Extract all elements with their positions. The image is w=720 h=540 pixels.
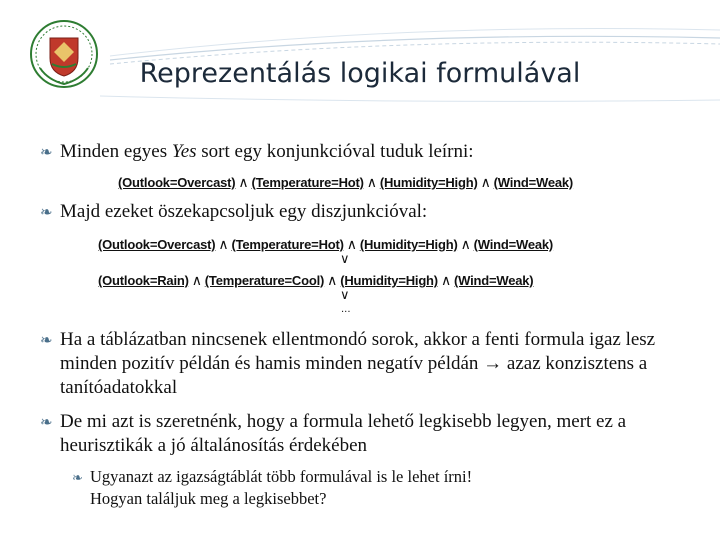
formula-term: (Temperature=Hot) <box>251 175 364 190</box>
bullet-arrow-icon: ❧ <box>40 415 53 431</box>
and-symbol: ∧ <box>346 236 357 252</box>
and-symbol: ∧ <box>480 174 491 190</box>
and-symbol: ∧ <box>218 236 229 252</box>
bullet-yes-conjunction <box>40 140 700 164</box>
formula-term: (Wind=Weak) <box>454 273 534 288</box>
bullet-arrow-icon: ❧ <box>40 145 53 161</box>
bullet-minimal-formula <box>40 410 690 458</box>
bullet-text: Ha a táblázatban nincsenek ellentmondó sorok, akkor a fenti formula igaz lesz minden pozitív példán és hamis minden negatív példán → azaz konzisztens a tanítóadatokkal <box>60 329 656 398</box>
and-symbol: ∧ <box>366 174 377 190</box>
bullet-text-pre: Minden egyes <box>60 141 172 162</box>
formula-term: (Outlook=Rain) <box>98 273 189 288</box>
bullet-arrow-icon: ❧ <box>40 205 53 221</box>
conjunction-formula <box>118 174 573 191</box>
bullet-text: De mi azt is szeretnénk, hogy a formula lehető legkisebb legyen, mert ez a heurisztikák a jó általánosítás érdekében <box>60 411 627 456</box>
bullet-disjunction <box>40 200 700 224</box>
and-symbol: ∧ <box>460 236 471 252</box>
bullet-text-emph: Yes <box>171 141 197 162</box>
or-symbol: ∨ <box>340 252 350 267</box>
formula-term: (Humidity=High) <box>359 237 458 252</box>
and-symbol: ∧ <box>191 272 202 288</box>
or-symbol: ∨ <box>340 288 350 303</box>
formula-term: (Humidity=High) <box>379 175 478 190</box>
bullet-arrow-icon: ❧ <box>72 470 83 485</box>
disjunction-formula-row-2 <box>98 272 533 289</box>
and-symbol: ∧ <box>440 272 451 288</box>
formula-term: (Wind=Weak) <box>493 175 574 190</box>
disjunction-formula-row-1 <box>98 236 553 253</box>
bullet-arrow-icon: ❧ <box>40 333 53 349</box>
formula-term: (Temperature=Hot) <box>231 237 344 252</box>
sub-bullet-line-1: Ugyanazt az igazságtáblát több formulával is le lehet írni! <box>90 467 473 486</box>
formula-term: (Humidity=High) <box>340 273 438 288</box>
bullet-text-post: sort egy konjunkcióval tuduk leírni: <box>196 141 474 162</box>
ellipsis: ... <box>341 304 351 315</box>
and-symbol: ∧ <box>327 272 338 288</box>
formula-term: (Wind=Weak) <box>473 237 554 252</box>
formula-term: (Temperature=Cool) <box>204 273 325 288</box>
bullet-consistency <box>40 328 690 400</box>
and-symbol: ∧ <box>238 174 249 190</box>
formula-term: (Outlook=Overcast) <box>118 175 236 190</box>
header-decoration <box>0 0 720 110</box>
slide-title: Reprezentálás logikai formulával <box>139 58 581 89</box>
formula-term: (Outlook=Overcast) <box>98 237 216 252</box>
sub-bullet-truth-table <box>72 466 690 510</box>
bullet-text: Majd ezeket öszekapcsoljuk egy diszjunkcióval: <box>60 201 428 222</box>
sub-bullet-line-2: Hogyan találjuk meg a legkisebbet? <box>90 489 327 508</box>
